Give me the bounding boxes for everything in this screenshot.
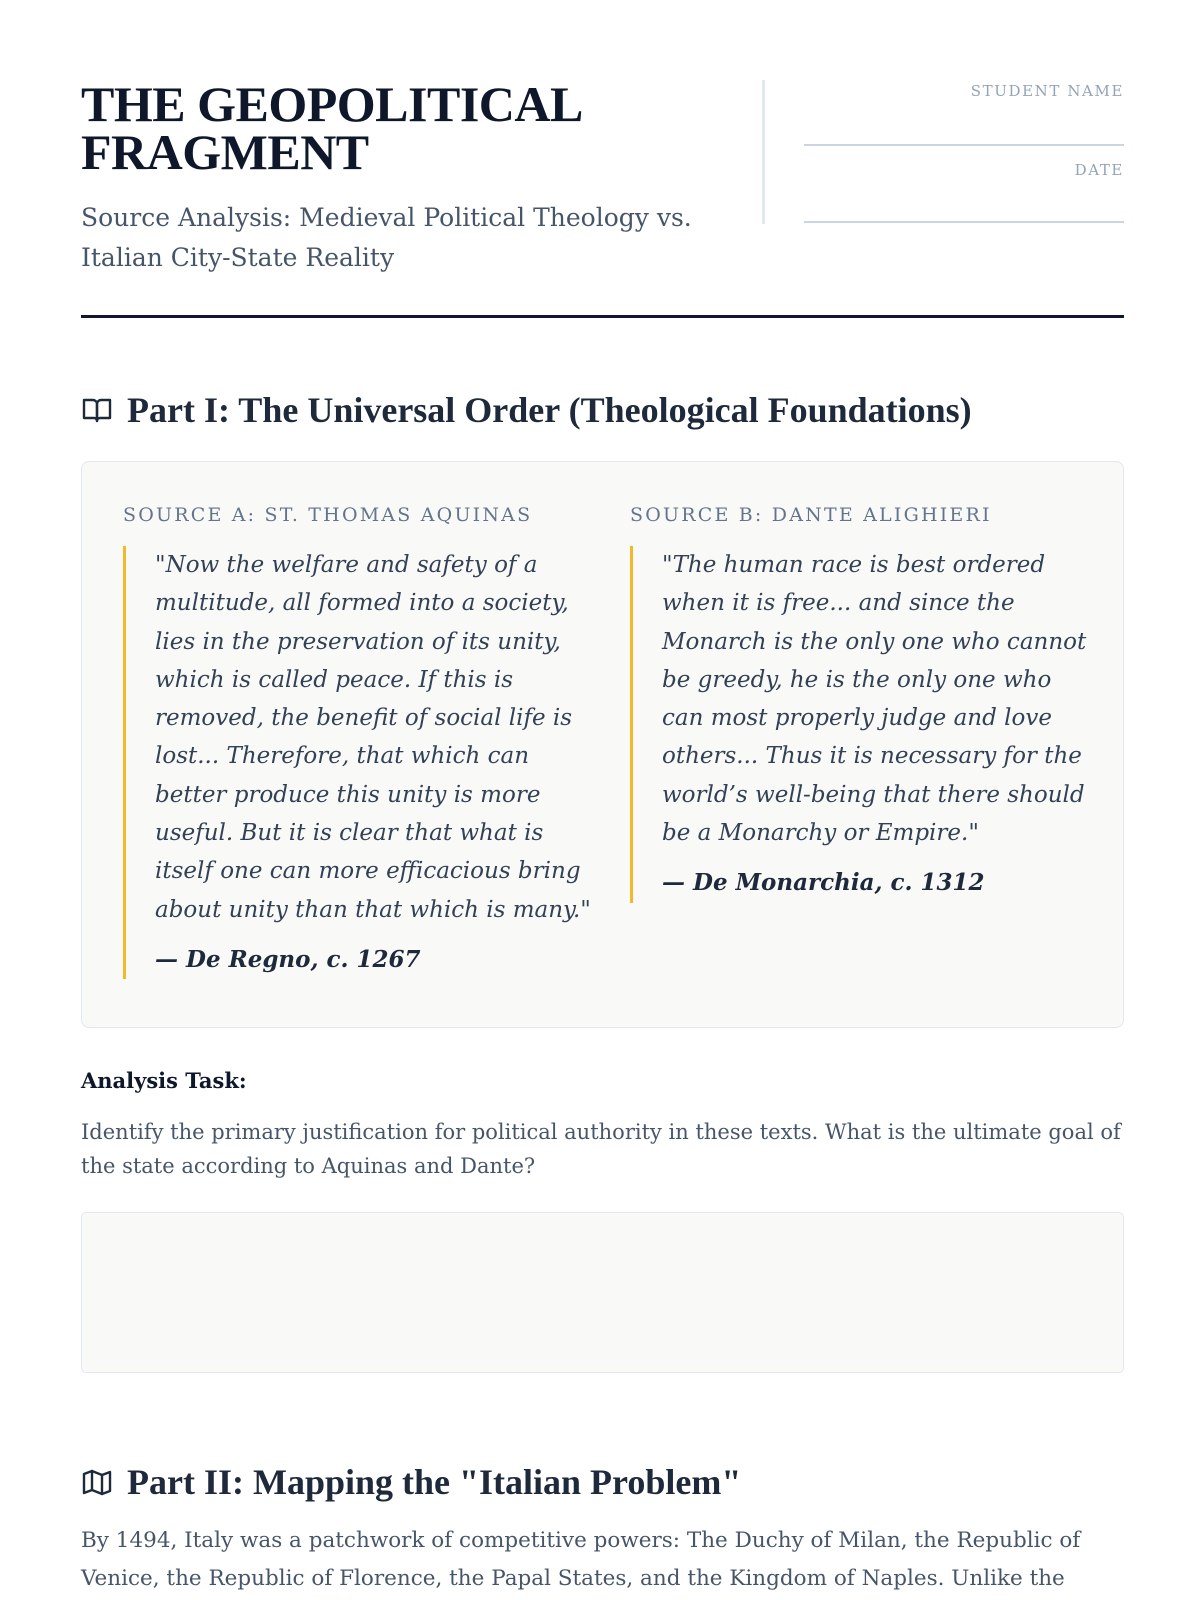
header-rule bbox=[81, 315, 1124, 318]
source-b bbox=[630, 504, 1100, 903]
date-line[interactable] bbox=[804, 221, 1124, 223]
document-title bbox=[81, 76, 721, 180]
source-b-attribution: — De Monarchia, c. 1312 bbox=[662, 869, 985, 897]
part2-paragraph: By 1494, Italy was a patchwork of competitive powers: The Duchy of Milan, the Republic of Venice, the Republic of Florence, the Papal States, and the Kingdom of Naples. Unlike the bbox=[81, 1528, 1081, 1591]
analysis-task-text: Identify the primary justification for political authority in these texts. What is the ultimate goal of the state according to Aquinas and Dante? bbox=[81, 1120, 1121, 1178]
part2-title: Part II: Mapping the "Italian Problem" bbox=[127, 1462, 742, 1502]
source-a-quote-block bbox=[123, 546, 593, 979]
worksheet-header bbox=[81, 76, 1124, 318]
answer-box[interactable] bbox=[81, 1212, 1124, 1373]
title-block bbox=[81, 76, 721, 278]
source-b-quote: "The human race is best ordered when it is free... and since the Monarch is the only one who cannot be greedy, he is the only one who can most properly judge and love others... Thus it is necessary for the world’s well-being that there should be a Monarchy or Empire." bbox=[662, 552, 1087, 847]
part1-title: Part I: The Universal Order (Theological Foundations) bbox=[127, 390, 972, 430]
book-open-icon bbox=[81, 394, 113, 426]
date-field[interactable] bbox=[804, 159, 1124, 238]
source-a-label: SOURCE A: ST. THOMAS AQUINAS bbox=[123, 504, 533, 526]
analysis-task-label: Analysis Task: bbox=[81, 1068, 247, 1093]
document-subtitle: Source Analysis: Medieval Political Theology vs. Italian City-State Reality bbox=[81, 203, 692, 272]
source-a-quote: "Now the welfare and safety of a multitude, all formed into a society, lies in the preservation of its unity, which is called peace. If this is removed, the benefit of social life is lost... Therefore, that which can better produce this unity is more useful. But it is clear that what is itself one can more efficacious bring about unity than that which is many." bbox=[155, 552, 591, 923]
title-line-2: FRAGMENT bbox=[81, 124, 369, 180]
map-icon bbox=[81, 1466, 113, 1498]
header-divider bbox=[762, 80, 765, 224]
source-a bbox=[123, 504, 593, 979]
student-fields bbox=[804, 80, 1124, 238]
student-name-line[interactable] bbox=[804, 144, 1124, 146]
part2-heading bbox=[81, 1461, 741, 1503]
date-label: DATE bbox=[1074, 161, 1124, 179]
part1-heading bbox=[81, 389, 972, 431]
sources-box bbox=[81, 461, 1124, 1028]
source-a-attribution: — De Regno, c. 1267 bbox=[155, 945, 421, 973]
source-b-quote-block bbox=[630, 546, 1100, 903]
source-b-label: SOURCE B: DANTE ALIGHIERI bbox=[630, 504, 992, 526]
student-name-field[interactable] bbox=[804, 80, 1124, 159]
student-name-label: STUDENT NAME bbox=[970, 82, 1124, 100]
title-line-1: THE GEOPOLITICAL bbox=[81, 76, 583, 132]
